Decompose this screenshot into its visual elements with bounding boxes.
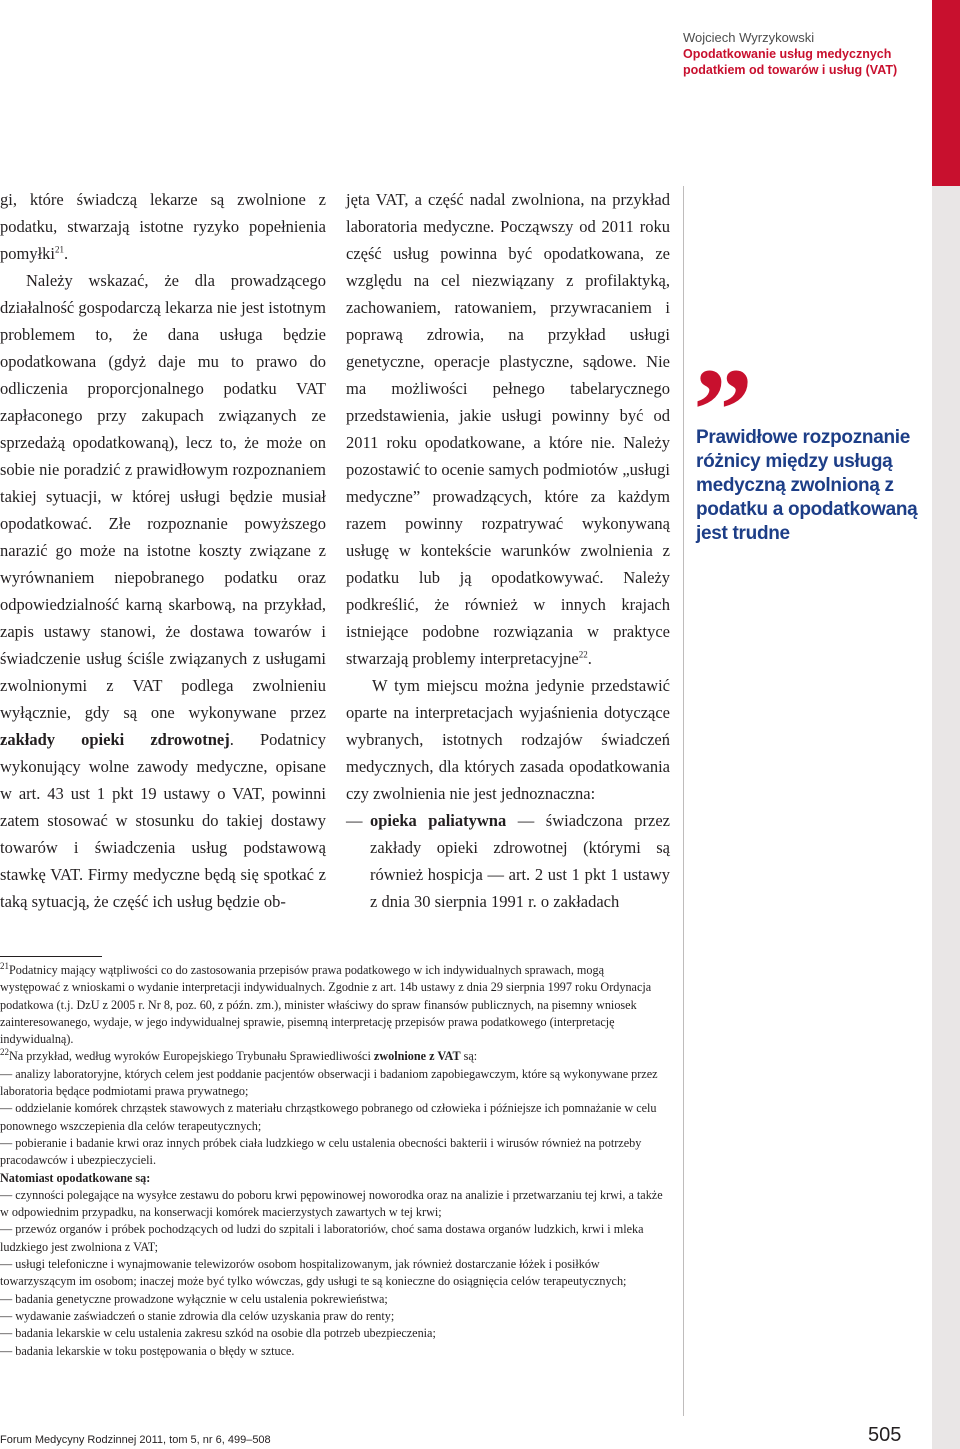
paragraph [0, 267, 326, 915]
footnote-number: 22 [0, 1047, 9, 1058]
column-divider [683, 186, 684, 1416]
header-title-line2: podatkiem od towarów i usług (VAT) [683, 63, 898, 77]
footnote-21 [0, 962, 664, 1048]
margin-strip [932, 186, 960, 1449]
list-item: — analizy laboratoryjne, których celem jest poddanie pacjentów obserwacji i badaniom zapobiegawczym, które są wykonywane przez laboratoria będące podmiotami prawa prywatnego; [0, 1066, 658, 1099]
bold-heading: Natomiast opodatkowane są: [0, 1170, 151, 1185]
footnote-number: 21 [0, 960, 9, 971]
list-item: — badania lekarskie w celu ustalenia zakresu szkód na osobie dla potrzeb ubezpieczenia; [0, 1326, 436, 1341]
footnote-ref[interactable]: 22 [578, 649, 588, 660]
footnote-ref[interactable]: 21 [55, 244, 65, 255]
quote-mark-icon: ” [693, 343, 753, 476]
footnote-22 [0, 1048, 664, 1065]
list-item: — przewóz organów i próbek pochodzących od ludzi do szpitali i laboratoriów, choć sama dostawa organów ludzkich, krwi i mleka ludzkiego jest zwolniona z VAT; [0, 1222, 644, 1254]
paragraph-text: gi, które świadczą lekarze są zwolnione z podatku, stwarzają istotne ryzyko popełnienia pomyłki [0, 190, 326, 263]
list-item: — usługi telefoniczne i wynajmowanie telewizorów osobom hospitalizowanym, jak również dostarczanie łóżek i posiłków towarzyszącym im osobom; inaczej może być tylko wówczas, gdy usługi te są konieczne do osiągnięcia celów terapeutycznych; [0, 1257, 627, 1289]
paragraph [0, 186, 326, 267]
column-left [0, 186, 326, 915]
paragraph-text: Należy wskazać, że dla prowadzącego działalność gospodarczą lekarza nie jest istotnym problemem to, że dana usługa będzie opodatkowana (gdyż daje mu to prawo do odliczenia proporcjonalnego podatku VAT zapłaconego przy zakupach związanych ze sprzedażą opodatkowaną), lecz to, że może on sobie nie poradzić z prawidłowym rozpoznaniem takiej sytuacji, w której usługi będzie musiał opodatkować. Złe rozpoznanie powyższego narazić go może na istotne koszty związane z wyrównaniem niepobranego podatku oraz odpowiedzialność karną skarbową, na przykład, zapis ustawy stanowi, że dostawa towarów i świadczenie usług ściśle związanych z usługami zwolnionymi z VAT podlega zwolnieniu wyłącznie, gdy są one wykonywane przez [0, 271, 326, 722]
running-header [683, 30, 923, 78]
list-item: — czynności polegające na wysyłce zestawu do poboru krwi pępowinowej noworodka oraz na analizie i przetwarzaniu tej krwi, a także w odpowiednim przypadku, na konserwacji komórek macierzystych zawartych w tej krwi; [0, 1187, 663, 1220]
footnote-rule [0, 956, 102, 957]
page-number: 505 [868, 1424, 902, 1446]
list-item: — pobieranie i badanie krwi oraz innych próbek ciała ludzkiego w celu ustalenia obecności bakterii i wirusów również na potrzeby pracodawców i ubezpieczycieli. [0, 1135, 642, 1168]
footnote-text: Podatnicy mający wątpliwości co do zastosowania przepisów prawa podatkowego w ich indywidualnych sprawach, mogą występować z wnioskami o wydanie interpretacji indywidualnych. Zgodnie z art. 14b ustawy z dnia 29 sierpnia 1997 roku Ordynacja podatkowa (t.j. DzU z 2005 r. Nr 8, poz. 60, z późn. zm.), minister właściwy do spraw finansów publicznych, na pisemny wniosek zainteresowanego, wydaje, w jego indywidualnej sprawie, pisemną interpretację przepisów prawa podatkowego (interpretację indywidualną). [0, 963, 652, 1047]
list-item: — wydawanie zaświadczeń o stanie zdrowia dla celów uzyskania praw do renty; [0, 1308, 395, 1323]
paragraph-text: jęta VAT, a część nadal zwolniona, na przykład laboratoria medyczne. Począwszy od 2011 roku część usług powinna być opodatkowana, ze względu na cel niezwiązany z profilaktyką, zachowaniem, ratowaniem, przywracaniem i poprawą zdrowia, na przykład usługi genetyczne, operacje plastyczne, sądowe. Nie ma możliwości pełnego tabelarycznego przedstawienia, jakie usługi powinny być od 2011 roku opodatkowane, a które nie. Należy pozostawić to ocenie samych podmiotów „usługi medyczne” prowadzących, które za każdym razem powinny rozpatrywać wykonywaną usługę w kontekście warunków zwolnienia z podatku lub ją opodatkowywać. Należy podkreślić, że również w innych krajach istniejące podobne rozwiązania w praktyce stwarzają problemy interpretacyjne [346, 190, 670, 668]
paragraph [346, 186, 670, 672]
footnotes [0, 962, 664, 1360]
pull-quote: Prawidłowe rozpoznanie różnicy między usługą medyczną zwolnioną z podatku a opodatkowaną jest trudne [696, 427, 918, 544]
paragraph-text: . Podatnicy wykonujący wolne zawody medyczne, opisane w art. 43 ust 1 pkt 19 ustawy o VAT, powinni zatem stosować w stosunku do takiej dostawy towarów i świadczenia usług podstawową stawkę VAT. Firmy medyczne będą się spotkać z taką sytuacją, że część ich usług będzie ob- [0, 730, 326, 911]
journal-footer: Forum Medycyny Rodzinnej 2011, tom 5, nr 6, 499–508 [0, 1434, 271, 1446]
header-author: Wojciech Wyrzykowski [683, 30, 815, 45]
header-title-line1: Opodatkowanie usług medycznych [683, 47, 892, 61]
paragraph: W tym miejscu można jedynie przedstawić oparte na interpretacjach wyjaśnienia dotyczące wybranych, istotnych rodzajów świadczeń medycznych, dla których zasada opodatkowania czy zwolnienia nie jest jednoznaczna: [346, 676, 670, 803]
paragraph-end: . [64, 244, 69, 263]
column-right [346, 186, 670, 915]
bold-term: opieka paliatywna [370, 811, 507, 830]
footnote-text: Na przykład, według wyroków Europejskiego Trybunału Sprawiedliwości [9, 1049, 374, 1064]
taxed-heading [0, 1170, 664, 1187]
list-item: — badania genetyczne prowadzone wyłącznie w celu ustalenia pokrewieństwa; [0, 1291, 388, 1306]
list-item-text: — świadczona przez zakłady opieki zdrowotnej (którymi są również hospicja — art. 2 ust 1 pkt 1 ustawy z dnia 30 sierpnia 1991 r. o zakładach [370, 811, 670, 911]
paragraph-end: . [587, 649, 592, 668]
red-accent-bar [932, 0, 960, 186]
bold-term: zwolnione z VAT [373, 1049, 461, 1064]
list-item [346, 807, 670, 915]
footnote-text: są: [460, 1049, 478, 1064]
list-item: — badania lekarskie w toku postępowania o błędy w sztuce. [0, 1343, 295, 1358]
bold-term: zakłady opieki zdrowotnej [0, 730, 230, 749]
list-item: — oddzielanie komórek chrząstek stawowych z materiału chrząstkowego pobranego od człowieka i późniejsze ich pomnażanie w celu ponownego wszczepienia dla celów terapeutycznych; [0, 1101, 657, 1133]
